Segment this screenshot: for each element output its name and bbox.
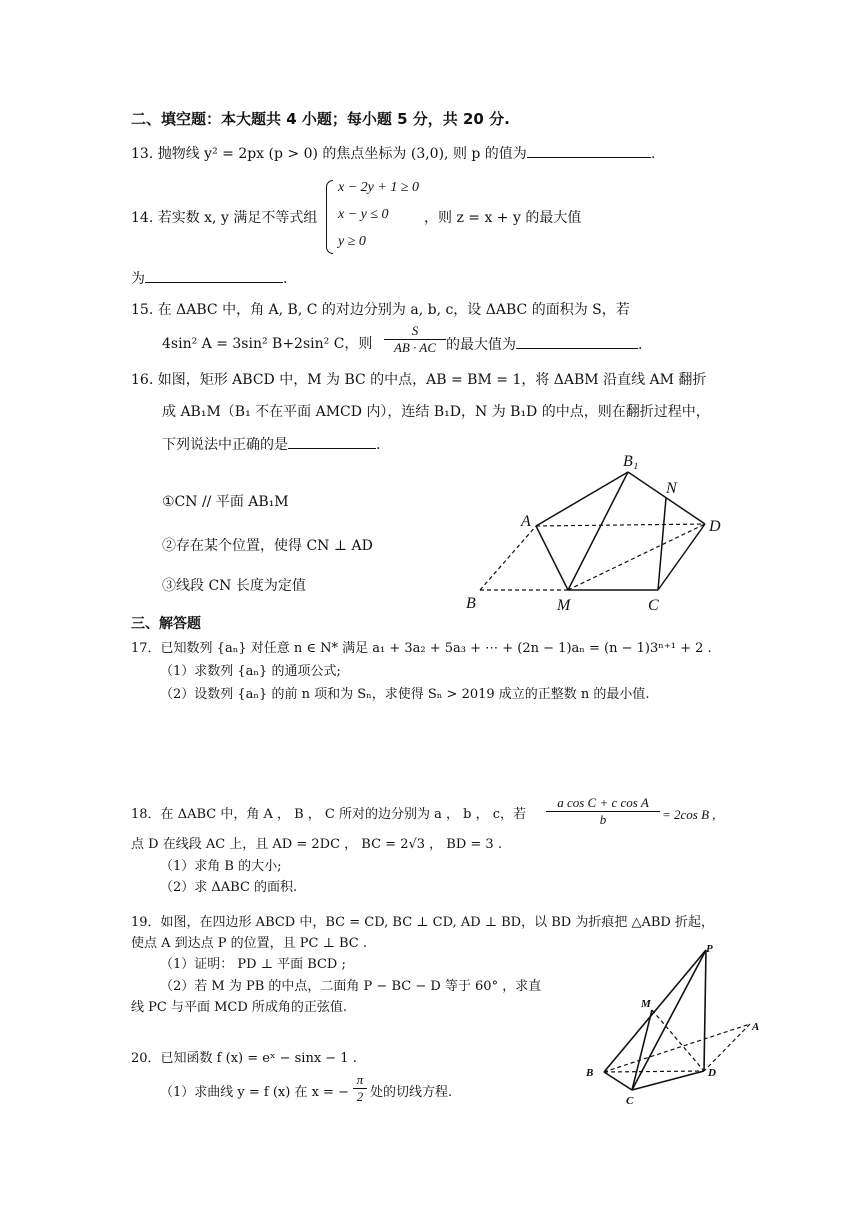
edge-A-M <box>536 526 568 590</box>
answer-blank-15 <box>516 334 638 349</box>
question-17-part2: （2）设数列 {aₙ} 的前 n 项和为 Sₙ，求使得 Sₙ > 2019 成立的正整数 n 的最小值. <box>160 687 650 702</box>
label-D: D <box>709 518 721 535</box>
answer-blank-14 <box>145 268 283 283</box>
question-14-suffix: ，则 z = x + y 的最大值 <box>424 210 582 226</box>
question-20-line1: 20．已知函数 f (x) = eˣ − sinx − 1 . <box>131 1051 357 1066</box>
label-B1: B₁ <box>623 453 639 470</box>
label-B: B <box>466 595 476 612</box>
label-A: A <box>521 513 531 530</box>
question-15-line1: 15. 在 ΔABC 中，角 A, B, C 的对边分别为 a, b, c，设 ΔABC 的面积为 S，若 <box>131 302 630 318</box>
question-19-line2: 使点 A 到达点 P 的位置，且 PC ⊥ BC . <box>131 936 367 951</box>
fraction-numerator: S <box>384 323 446 340</box>
question-20-part1a: （1）求曲线 y = f (x) 在 x = − <box>160 1085 349 1100</box>
figure-folded-rectangle <box>460 450 730 615</box>
question-14-prefix: 14. 若实数 x, y 满足不等式组 <box>131 210 318 226</box>
fraction-denominator: 2 <box>356 1089 364 1104</box>
section-heading-solutions: 三、解答题 <box>131 616 201 632</box>
answer-blank-16 <box>288 434 376 449</box>
edge-A-D-dashed <box>536 524 705 526</box>
edge-C-D <box>658 524 705 590</box>
question-18-line1b: = 2cos B , <box>662 807 716 822</box>
label-P: P <box>706 943 713 955</box>
question-19-part2b: 线 PC 与平面 MCD 所成角的正弦值. <box>131 1000 348 1015</box>
edge-P-D <box>704 950 706 1071</box>
question-13: 13. 抛物线 y² = 2px (p > 0) 的焦点坐标为 (3,0), 则 p 的值为 . <box>131 143 655 164</box>
edge-B-A-dashed <box>604 1024 750 1072</box>
figure-folded-quadrilateral <box>578 938 768 1110</box>
question-16-line1: 16. 如图，矩形 ABCD 中，M 为 BC 的中点，AB = BM = 1，将 ΔABM 沿直线 AM 翻折 <box>131 372 707 388</box>
edge-B-A-dashed <box>480 526 536 590</box>
label-M: M <box>641 998 651 1010</box>
question-17-part1: （1）求数列 {aₙ} 的通项公式; <box>160 664 341 679</box>
fraction-numerator: π <box>353 1072 367 1089</box>
fraction-numerator: a cos C + c cos A <box>546 795 660 812</box>
edge-M-D-dashed <box>568 524 705 590</box>
question-15-line2a: 4sin² A = 3sin² B+2sin² C，则 <box>162 336 373 352</box>
question-16-line3: 下列说法中正确的是 . <box>162 434 380 455</box>
edge-M-C <box>632 1010 652 1090</box>
inequality-1: x − 2y + 1 ≥ 0 <box>338 180 420 195</box>
label-M: M <box>557 597 571 614</box>
edge-B-D-dashed <box>604 1071 704 1072</box>
question-20-part1b: 处的切线方程. <box>370 1085 453 1100</box>
label-D: D <box>708 1067 716 1079</box>
fraction-s-over-ab-ac <box>384 323 446 356</box>
label-C: C <box>626 1095 634 1107</box>
fraction-denominator: b <box>599 812 607 827</box>
label-B: B <box>586 1067 594 1079</box>
edge-B-C <box>604 1072 632 1090</box>
question-13-text: 13. 抛物线 y² = 2px (p > 0) 的焦点坐标为 (3,0), 则 p 的值为 <box>131 146 527 162</box>
edge-M-D-dashed <box>652 1010 704 1071</box>
question-14-continuation: 为 . <box>131 268 287 289</box>
edge-P-C <box>632 950 706 1090</box>
question-16-line2: 成 AB₁M（B₁ 不在平面 AMCD 内），连结 B₁D，N 为 B₁D 的中点，则在翻折过程中， <box>162 404 710 420</box>
question-19-part2a: （2）若 M 为 PB 的中点，二面角 P − BC − D 等于 60° ，求直 <box>160 979 542 994</box>
question-18-part2: （2）求 ΔABC 的面积. <box>160 880 298 895</box>
system-brace <box>326 180 333 254</box>
question-18-part1: （1）求角 B 的大小; <box>160 859 282 874</box>
label-N: N <box>666 480 677 497</box>
question-19-line1: 19．如图，在四边形 ABCD 中，BC = CD, BC ⊥ CD, AD ⊥ BD，以 BD 为折痕把 △ABD 折起， <box>131 915 714 930</box>
fraction-acosC-plus-ccosA-over-b <box>546 795 660 828</box>
fraction-pi-over-2 <box>353 1072 367 1105</box>
question-19-part1: （1）证明： PD ⊥ 平面 BCD ; <box>160 957 346 972</box>
option-2: ②存在某个位置，使得 CN ⊥ AD <box>162 538 373 554</box>
edge-C-D <box>632 1071 704 1090</box>
inequality-3: y ≥ 0 <box>338 234 366 249</box>
question-15-line2b: 的最大值为 . <box>446 334 642 355</box>
question-18-line1a: 18．在 ΔABC 中，角 A ， B ， C 所对的边分别为 a ， b ， c，若 <box>131 807 527 822</box>
label-C: C <box>648 597 659 614</box>
question-14-cont-text: 为 <box>131 271 145 287</box>
edge-P-B <box>604 950 706 1072</box>
question-15-line2b-text: 的最大值为 <box>446 337 516 353</box>
question-16-line3-text: 下列说法中正确的是 <box>162 437 288 453</box>
question-18-line2: 点 D 在线段 AC 上，且 AD = 2DC ， BC = 2√3 ， BD = 3 . <box>131 837 502 852</box>
fraction-denominator: AB · AC <box>393 340 436 355</box>
inequality-2: x − y ≤ 0 <box>338 207 389 222</box>
question-17-line1: 17．已知数列 {aₙ} 对任意 n ∈ N* 满足 a₁ + 3a₂ + 5a₃ + ⋯ + (2n − 1)aₙ = (n − 1)3ⁿ⁺¹ + 2 . <box>131 641 712 656</box>
section-heading-fill-in: 二、填空题：本大题共 4 小题；每小题 5 分，共 20 分. <box>131 110 510 128</box>
answer-blank-13 <box>527 143 651 158</box>
label-A: A <box>752 1021 760 1033</box>
option-3: ③线段 CN 长度为定值 <box>162 578 306 594</box>
option-1: ①CN // 平面 AB₁M <box>162 494 289 510</box>
